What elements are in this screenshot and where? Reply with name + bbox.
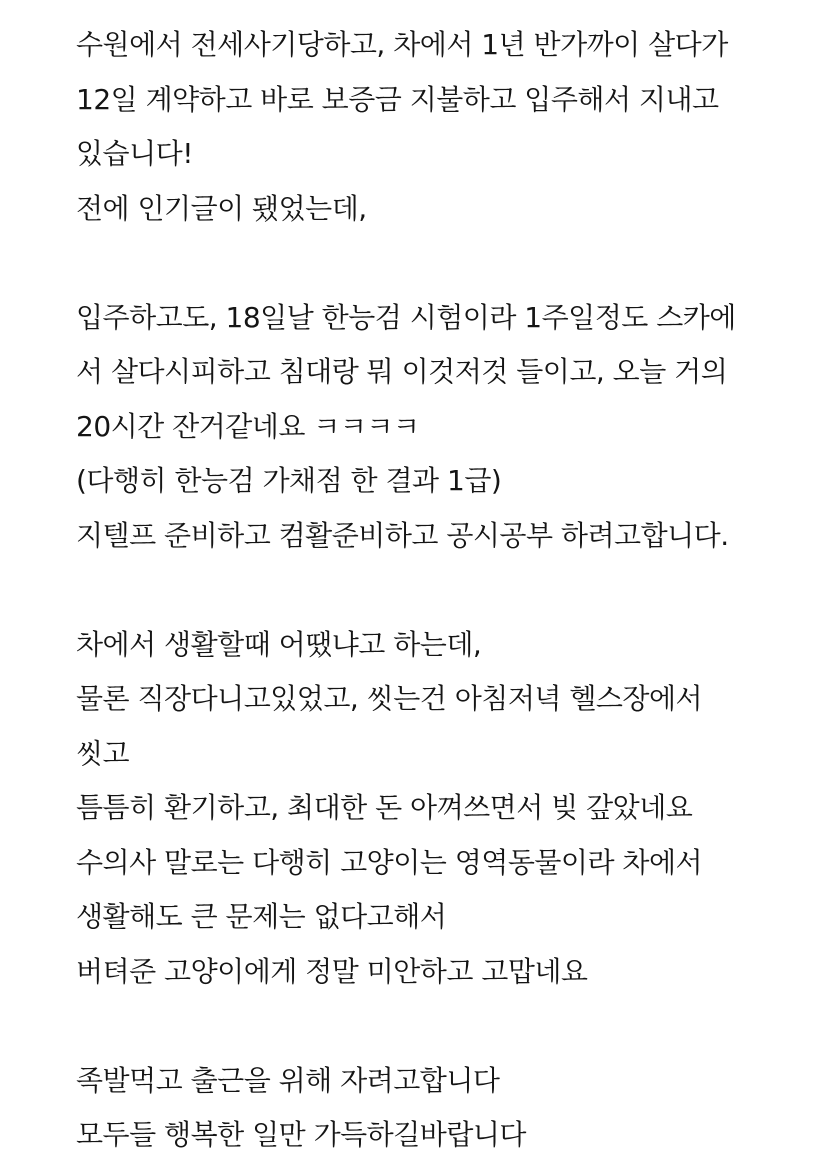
post-text-line: 수의사 말로는 다행히 고양이는 영역동물이라 차에서 xyxy=(76,845,703,879)
post-text-line: 12일 계약하고 바로 보증금 지불하고 입주해서 지내고 xyxy=(76,82,719,116)
post-text-line: 입주하고도, 18일날 한능검 시험이라 1주일정도 스카에 xyxy=(76,300,736,334)
post-text-line: 틈틈히 환기하고, 최대한 돈 아껴쓰면서 빚 갚았네요 xyxy=(76,791,693,824)
post-text-line: 서 살다시피하고 침대랑 뭐 이것저것 들이고, 오늘 거의 xyxy=(76,355,728,388)
blank-line xyxy=(76,236,816,291)
post-text-line: 지텔프 준비하고 컴활준비하고 공시공부 하려고합니다. xyxy=(76,518,729,552)
post-text-line: 차에서 생활할때 어땠냐고 하는데, xyxy=(76,627,482,661)
post-text-line: 수원에서 전세사기당하고, 차에서 1년 반가까이 살다가 xyxy=(76,28,728,61)
post-text-line: (다행히 한능검 가채점 한 결과 1급) xyxy=(76,464,502,497)
post-text-line: 20시간 잔거같네요 ㅋㅋㅋㅋ xyxy=(76,409,420,443)
post-text-line: 생활해도 큰 문제는 없다고해서 xyxy=(76,900,447,933)
post-text-line: 있습니다! xyxy=(76,137,193,170)
post-text-line: 전에 인기글이 됐었는데, xyxy=(76,191,367,225)
post-text-line: 씻고 xyxy=(76,736,130,770)
blank-line xyxy=(76,999,816,1054)
post-text-line: 모두들 행복한 일만 가득하길바랍니다 xyxy=(76,1118,526,1151)
post-text-line: 물론 직장다니고있었고, 씻는건 아침저녁 헬스장에서 xyxy=(76,682,703,715)
post-text-line: 버텨준 고양이에게 정말 미안하고 고맙네요 xyxy=(76,954,588,988)
post-body xyxy=(76,18,816,1163)
blank-line xyxy=(76,563,816,618)
post-text-line: 족발먹고 출근을 위해 자려고합니다 xyxy=(76,1063,500,1097)
